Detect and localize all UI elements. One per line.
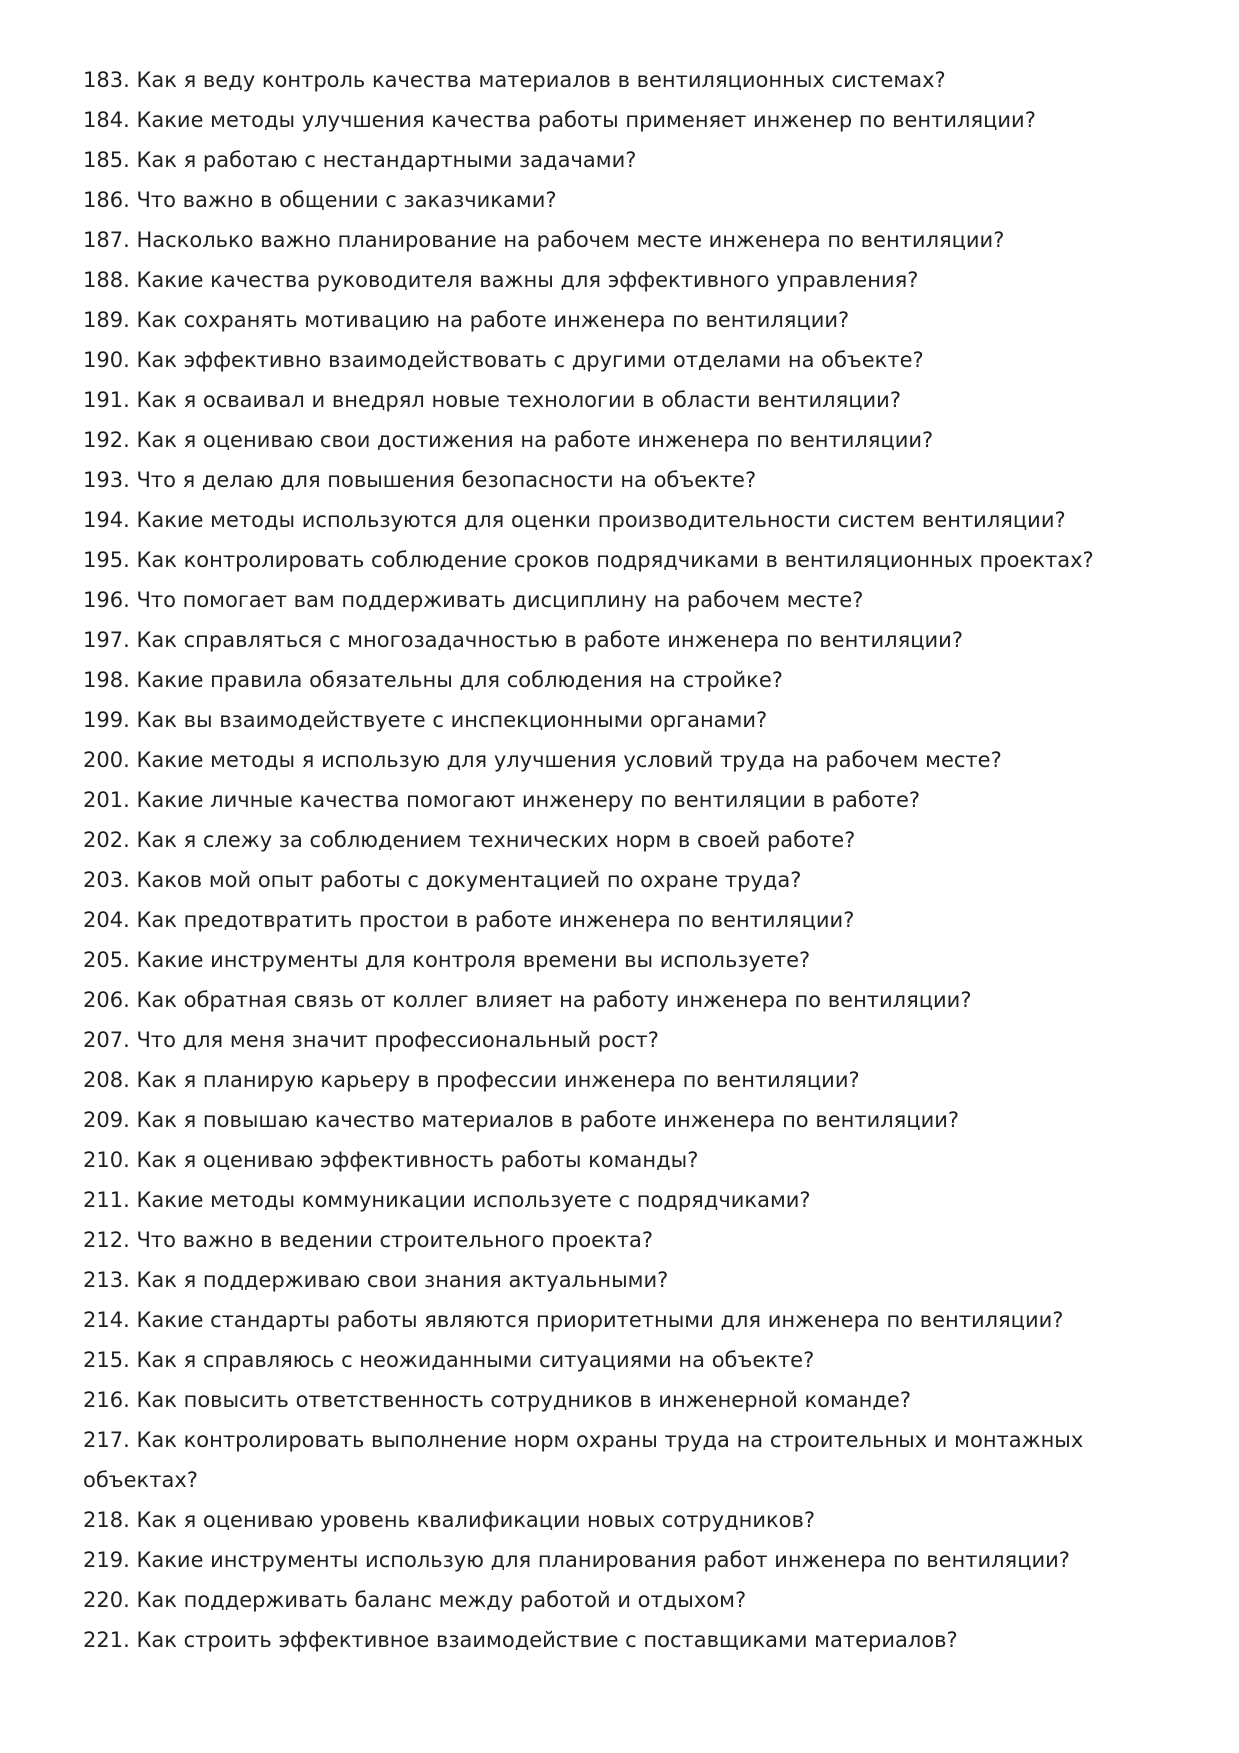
- item-text: Как повысить ответственность сотрудников в инженерной команде?: [136, 1388, 912, 1412]
- list-item: [83, 140, 1163, 180]
- item-text: Что для меня значит профессиональный рост?: [136, 1028, 659, 1052]
- item-text: Как я веду контроль качества материалов в вентиляционных системах?: [136, 68, 946, 92]
- list-item: [83, 60, 1163, 100]
- item-number: 194.: [83, 508, 130, 532]
- item-text: Какие правила обязательны для соблюдения на стройке?: [136, 668, 783, 692]
- item-number: 210.: [83, 1148, 130, 1172]
- item-text: Какие качества руководителя важны для эффективного управления?: [136, 268, 919, 292]
- item-text: Что помогает вам поддерживать дисциплину на рабочем месте?: [136, 588, 864, 612]
- item-number: 187.: [83, 228, 130, 252]
- item-text: Как поддерживать баланс между работой и отдыхом?: [136, 1588, 747, 1612]
- item-number: 205.: [83, 948, 130, 972]
- list-item: [83, 420, 1163, 460]
- list-item: [83, 1340, 1163, 1380]
- item-text: Что я делаю для повышения безопасности на объекте?: [136, 468, 757, 492]
- list-item: [83, 1260, 1163, 1300]
- item-text: Как я оцениваю уровень квалификации новых сотрудников?: [136, 1508, 816, 1532]
- item-number: 216.: [83, 1388, 130, 1412]
- item-number: 183.: [83, 68, 130, 92]
- list-item: [83, 780, 1163, 820]
- item-number: 217.: [83, 1428, 130, 1452]
- list-item: [83, 540, 1163, 580]
- list-item: [83, 1060, 1163, 1100]
- item-number: 195.: [83, 548, 130, 572]
- item-number: 197.: [83, 628, 130, 652]
- item-text: Как я работаю с нестандартными задачами?: [136, 148, 637, 172]
- list-item: [83, 1100, 1163, 1140]
- item-number: 190.: [83, 348, 130, 372]
- list-item: [83, 1020, 1163, 1060]
- item-text: Как я оцениваю свои достижения на работе инженера по вентиляции?: [136, 428, 934, 452]
- item-text: Как я справляюсь с неожиданными ситуациями на объекте?: [136, 1348, 815, 1372]
- item-number: 221.: [83, 1628, 130, 1652]
- item-number: 193.: [83, 468, 130, 492]
- item-text: Насколько важно планирование на рабочем месте инженера по вентиляции?: [136, 228, 1005, 252]
- list-item: [83, 380, 1163, 420]
- item-text: Как предотвратить простои в работе инженера по вентиляции?: [136, 908, 855, 932]
- item-number: 189.: [83, 308, 130, 332]
- question-list: [83, 60, 1163, 1660]
- item-number: 203.: [83, 868, 130, 892]
- item-number: 184.: [83, 108, 130, 132]
- list-item: [83, 580, 1163, 620]
- list-item: [83, 220, 1163, 260]
- item-text: Как я планирую карьеру в профессии инженера по вентиляции?: [136, 1068, 860, 1092]
- item-number: 209.: [83, 1108, 130, 1132]
- list-item: [83, 660, 1163, 700]
- list-item: [83, 1300, 1163, 1340]
- item-text: Как я оцениваю эффективность работы команды?: [136, 1148, 699, 1172]
- item-text: Какие личные качества помогают инженеру по вентиляции в работе?: [136, 788, 921, 812]
- list-item: [83, 500, 1163, 540]
- item-text: Какие методы улучшения качества работы применяет инженер по вентиляции?: [136, 108, 1036, 132]
- list-item: [83, 460, 1163, 500]
- item-number: 192.: [83, 428, 130, 452]
- item-text: Какие методы используются для оценки производительности систем вентиляции?: [136, 508, 1066, 532]
- list-item: [83, 100, 1163, 140]
- item-number: 206.: [83, 988, 130, 1012]
- list-item: [83, 620, 1163, 660]
- item-number: 211.: [83, 1188, 130, 1212]
- item-number: 208.: [83, 1068, 130, 1092]
- item-text: Как вы взаимодействуете с инспекционными органами?: [136, 708, 768, 732]
- item-number: 200.: [83, 748, 130, 772]
- item-number: 219.: [83, 1548, 130, 1572]
- list-item: [83, 1580, 1163, 1620]
- item-number: 196.: [83, 588, 130, 612]
- list-item: [83, 1380, 1163, 1420]
- item-number: 185.: [83, 148, 130, 172]
- list-item: [83, 340, 1163, 380]
- list-item: [83, 1220, 1163, 1260]
- item-text: Как справляться с многозадачностью в работе инженера по вентиляции?: [136, 628, 963, 652]
- item-text: Какие методы я использую для улучшения условий труда на рабочем месте?: [136, 748, 1002, 772]
- item-number: 198.: [83, 668, 130, 692]
- list-item: [83, 1140, 1163, 1180]
- list-item: [83, 740, 1163, 780]
- list-item: [83, 700, 1163, 740]
- list-item: [83, 1540, 1163, 1580]
- list-item: [83, 1620, 1163, 1660]
- list-item: [83, 1180, 1163, 1220]
- item-number: 186.: [83, 188, 130, 212]
- item-text: Как я слежу за соблюдением технических норм в своей работе?: [136, 828, 856, 852]
- item-number: 218.: [83, 1508, 130, 1532]
- item-number: 207.: [83, 1028, 130, 1052]
- item-text: Как обратная связь от коллег влияет на работу инженера по вентиляции?: [136, 988, 972, 1012]
- item-number: 212.: [83, 1228, 130, 1252]
- item-text: Как эффективно взаимодействовать с другими отделами на объекте?: [136, 348, 924, 372]
- item-number: 213.: [83, 1268, 130, 1292]
- item-text: Что важно в общении с заказчиками?: [136, 188, 557, 212]
- list-item: [83, 300, 1163, 340]
- list-item: [83, 860, 1163, 900]
- item-number: 215.: [83, 1348, 130, 1372]
- list-item: [83, 1500, 1163, 1540]
- item-number: 201.: [83, 788, 130, 812]
- item-text: Как я осваивал и внедрял новые технологии в области вентиляции?: [136, 388, 901, 412]
- item-text: Какие методы коммуникации используете с подрядчиками?: [136, 1188, 811, 1212]
- item-text: Как контролировать соблюдение сроков подрядчиками в вентиляционных проектах?: [136, 548, 1094, 572]
- item-text: Как я поддерживаю свои знания актуальными?: [136, 1268, 669, 1292]
- list-item: [83, 980, 1163, 1020]
- item-text: Как контролировать выполнение норм охраны труда на строительных и монтажных объектах?: [83, 1428, 1084, 1492]
- item-text: Что важно в ведении строительного проекта?: [136, 1228, 653, 1252]
- item-number: 220.: [83, 1588, 130, 1612]
- list-item: [83, 1420, 1163, 1500]
- item-number: 199.: [83, 708, 130, 732]
- list-item: [83, 260, 1163, 300]
- list-item: [83, 940, 1163, 980]
- item-number: 204.: [83, 908, 130, 932]
- item-number: 191.: [83, 388, 130, 412]
- list-item: [83, 180, 1163, 220]
- item-text: Каков мой опыт работы с документацией по охране труда?: [136, 868, 802, 892]
- item-number: 214.: [83, 1308, 130, 1332]
- item-number: 202.: [83, 828, 130, 852]
- item-text: Какие инструменты использую для планирования работ инженера по вентиляции?: [136, 1548, 1070, 1572]
- list-item: [83, 900, 1163, 940]
- item-text: Как я повышаю качество материалов в работе инженера по вентиляции?: [136, 1108, 960, 1132]
- item-text: Как сохранять мотивацию на работе инженера по вентиляции?: [136, 308, 850, 332]
- list-item: [83, 820, 1163, 860]
- item-text: Какие инструменты для контроля времени вы используете?: [136, 948, 811, 972]
- item-text: Какие стандарты работы являются приоритетными для инженера по вентиляции?: [136, 1308, 1064, 1332]
- item-text: Как строить эффективное взаимодействие с поставщиками материалов?: [136, 1628, 958, 1652]
- item-number: 188.: [83, 268, 130, 292]
